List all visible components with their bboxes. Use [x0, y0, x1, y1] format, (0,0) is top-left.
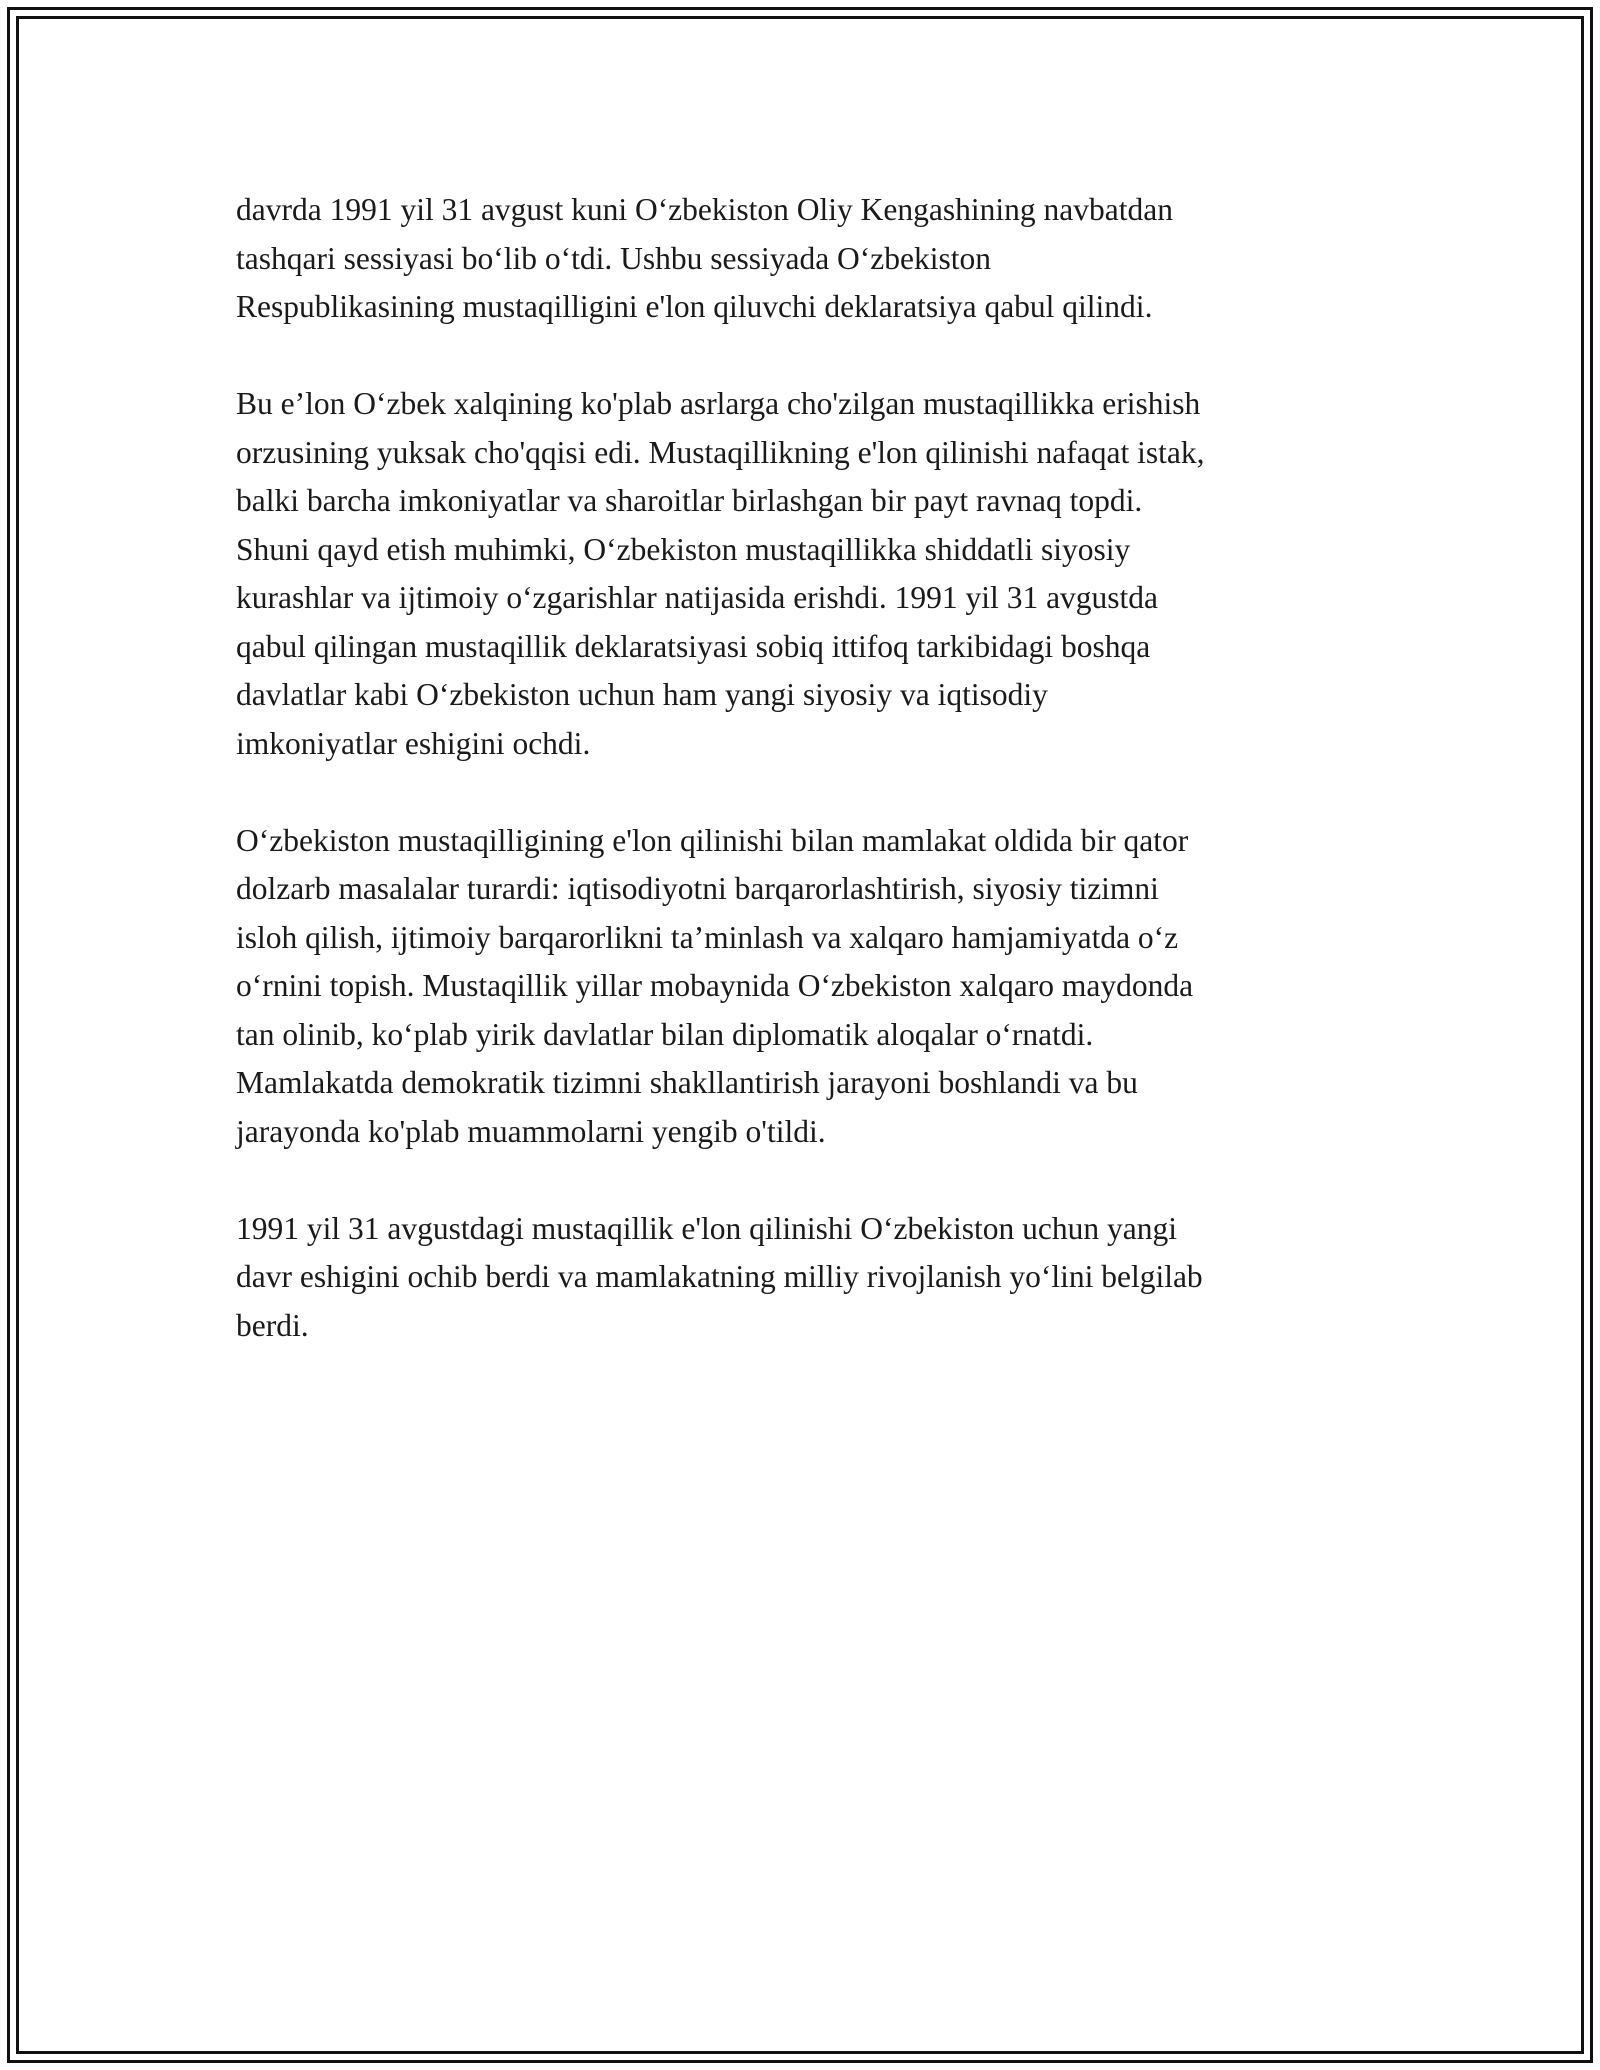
text-line: dolzarb masalalar turardi: iqtisodiyotni barqarorlashtirish, siyosiy tizimni: [236, 871, 1159, 906]
text-line: Shuni qayd etish muhimki, O‘zbekiston mustaqillikka shiddatli siyosiy: [236, 531, 1131, 567]
text-line: isloh qilish, ijtimoiy barqarorlikni ta’minlash va xalqaro hamjamiyatda o‘z: [236, 919, 1179, 955]
text-line: o‘rnini topish. Mustaqillik yillar mobaynida O‘zbekiston xalqaro maydonda: [236, 968, 1194, 1003]
text-line: jarayonda ko'plab muammolarni yengib o'tildi.: [236, 1113, 826, 1149]
paragraph-4: [236, 1205, 1386, 1351]
text-line: davr eshigini ochib berdi va mamlakatning milliy rivojlanish yo‘lini belgilab: [236, 1259, 1203, 1294]
text-line: Bu e’lon O‘zbek xalqining ko'plab asrlarga cho'zilgan mustaqillikka erishish: [236, 386, 1201, 421]
text-line: imkoniyatlar eshigini ochdi.: [236, 725, 591, 761]
text-line: davlatlar kabi O‘zbekiston uchun ham yangi siyosiy va iqtisodiy: [236, 677, 1048, 712]
text-line: Respublikasining mustaqilligini e'lon qiluvchi deklaratsiya qabul qilindi.: [236, 289, 1153, 324]
paragraph-2: [236, 380, 1386, 768]
text-line: 1991 yil 31 avgustdagi mustaqillik e'lon qilinishi O‘zbekiston uchun yangi: [236, 1210, 1177, 1246]
text-line: Mamlakatda demokratik tizimni shakllantirish jarayoni boshlandi va bu: [236, 1065, 1138, 1100]
text-line: balki barcha imkoniyatlar va sharoitlar birlashgan bir payt ravnaq topdi.: [236, 483, 1143, 518]
text-line: orzusining yuksak cho'qqisi edi. Mustaqillikning e'lon qilinishi nafaqat istak,: [236, 434, 1205, 470]
text-line: kurashlar va ijtimoiy o‘zgarishlar natijasida erishdi. 1991 yil 31 avgustda: [236, 580, 1159, 615]
paragraph-1: [236, 186, 1386, 332]
paragraph-3: [236, 817, 1386, 1157]
document-body: [236, 186, 1386, 1399]
text-line: qabul qilingan mustaqillik deklaratsiyasi sobiq ittifoq tarkibidagi boshqa: [236, 628, 1151, 664]
text-line: O‘zbekiston mustaqilligining e'lon qilinishi bilan mamlakat oldida bir qator: [236, 822, 1189, 858]
text-line: berdi.: [236, 1307, 309, 1343]
text-line: tan olinib, ko‘plab yirik davlatlar bilan diplomatik aloqalar o‘rnatdi.: [236, 1016, 1094, 1052]
text-line: davrda 1991 yil 31 avgust kuni O‘zbekiston Oliy Kengashining navbatdan: [236, 192, 1173, 227]
text-line: tashqari sessiyasi bo‘lib o‘tdi. Ushbu sessiyada O‘zbekiston: [236, 240, 992, 276]
